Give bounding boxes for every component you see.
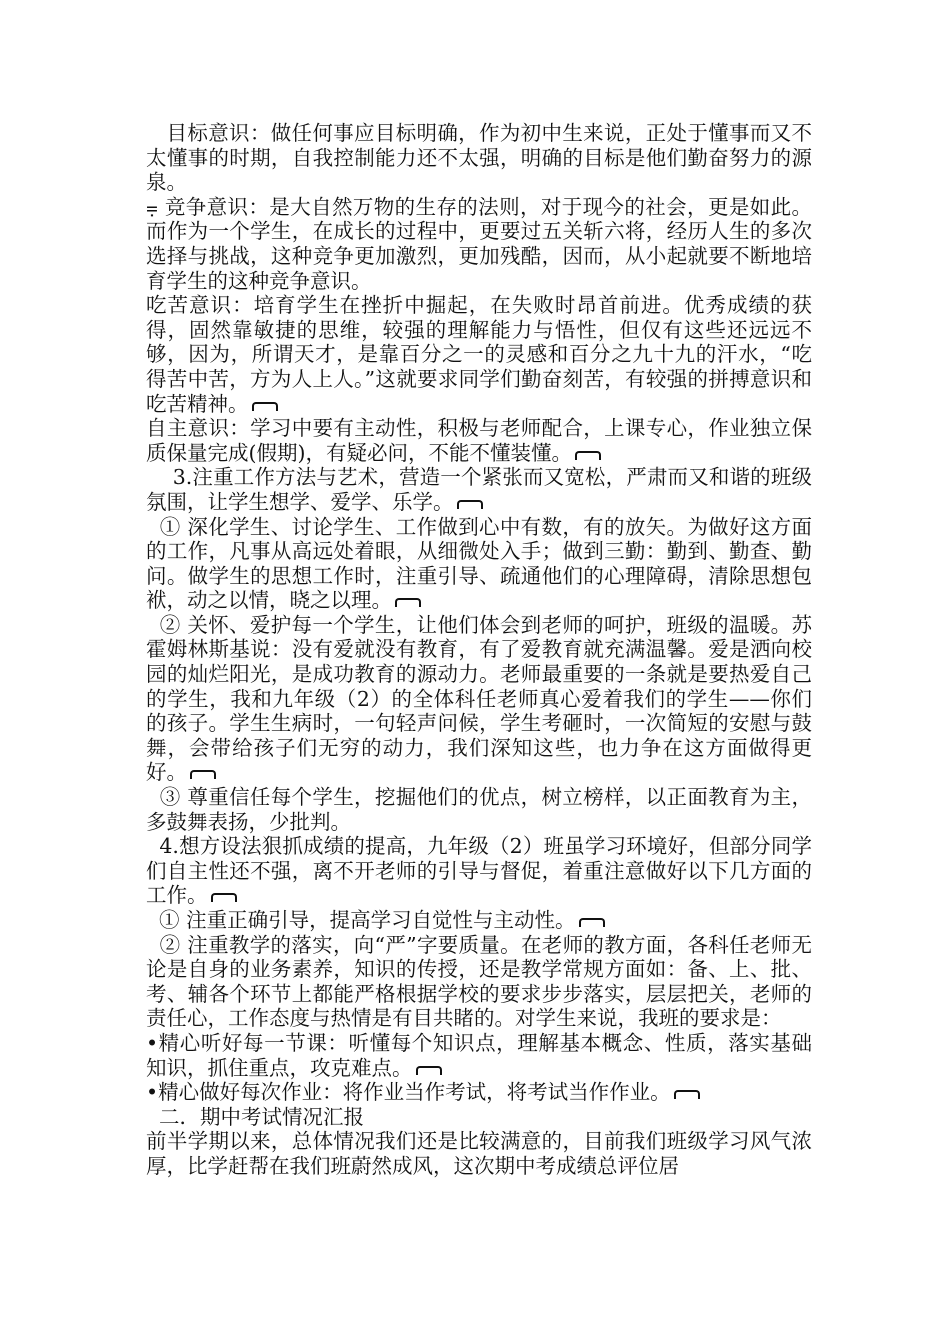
paragraph — [146, 613, 812, 785]
paragraph — [146, 465, 812, 514]
paragraph-mark-icon — [252, 402, 278, 411]
paragraph-text: •精心听好每一节课：听懂每个知识点，理解基本概念、性质，落实基础知识，抓住重点，攻克难点。 — [146, 1030, 812, 1080]
paragraph — [146, 293, 812, 416]
paragraph — [146, 1129, 812, 1178]
paragraph-mark-icon — [674, 1090, 700, 1099]
paragraph-mark-icon — [395, 598, 421, 607]
document-body — [146, 121, 812, 1179]
paragraph-mark-icon — [579, 918, 605, 927]
paragraph-text: 3.注重工作方法与艺术，营造一个紧张而又宽松，严肃而又和谐的班级氛围，让学生想学、爱学、乐学。 — [146, 465, 812, 514]
paragraph-text: 4.想方设法狠抓成绩的提高，九年级（2）班虽学习环境好，但部分同学们自主性还不强，离不开老师的引导与督促，着重注意做好以下几方面的工作。 — [146, 834, 812, 908]
paragraph — [146, 121, 812, 195]
paragraph-text: ② 关怀、爱护每一个学生，让他们体会到老师的呵护，班级的温暖。苏霍姆林斯基说：没有爱就没有教育，有了爱教育就充满温馨。爱是洒向校园的灿烂阳光，是成功教育的源动力。老师最重要的一条就是要热爱自己的学生，我和九年级（2）的全体科任老师真心爱着我们的学生——你们的孩子。学生生病时，一句轻声问候，学生考砸时，一次简短的安慰与鼓舞，会带给孩子们无穷的动力，我们深知这些，也力争在这方面做得更好。 — [146, 612, 812, 785]
paragraph — [146, 1080, 812, 1105]
paragraph-text: ① 深化学生、讨论学生、工作做到心中有数，有的放矢。为做好这方面的工作，凡事从高远处着眼，从细微处入手；做到三勤：勤到、勤查、勤问。做学生的思想工作时，注重引导、疏通他们的心理障碍，清除思想包袱，动之以情，晓之以理。 — [146, 514, 812, 613]
paragraph — [146, 515, 812, 613]
paragraph-text: ③ 尊重信任每个学生，挖掘他们的优点，树立榜样，以正面教育为主，多鼓舞表扬，少批判。 — [146, 785, 812, 834]
paragraph-mark-icon — [575, 451, 601, 460]
paragraph-text: 吃苦意识：培育学生在挫折中掘起，在失败时昂首前进。优秀成绩的获得，固然靠敏捷的思维，较强的理解能力与悟性，但仅有这些还远远不够，因为，所谓天才，是靠百分之一的灵感和百分之九十九的汗水，“吃得苦中苦，方为人上人。”这就要求同学们勤奋刻苦，有较强的拼搏意识和吃苦精神。 — [146, 293, 812, 416]
paragraph — [146, 195, 812, 293]
paragraph-mark-icon — [190, 770, 216, 779]
paragraph-text: •精心做好每次作业：将作业当作考试，将考试当作作业。 — [146, 1080, 671, 1105]
paragraph — [146, 933, 812, 1031]
paragraph-text: ② 注重教学的落实，向“严”字要质量。在老师的教方面，各科任老师无论是自身的业务素养，知识的传授，还是教学常规方面如：备、上、批、考、辅各个环节上都能严格根据学校的要求步步落实，层层把关，老师的责任心，工作态度与热情是有目共睹的。对学生来说，我班的要求是： — [146, 932, 812, 1031]
paragraph — [146, 834, 812, 908]
paragraph-text: 自主意识：学习中要有主动性，积极与老师配合，上课专心，作业独立保质保量完成(假期)，有疑必问，不能不懂装懂。 — [146, 416, 812, 465]
paragraph-text: 前半学期以来，总体情况我们还是比较满意的，目前我们班级学习风气浓厚，比学赶帮在我们班蔚然成风，这次期中考成绩总评位居 — [146, 1129, 812, 1178]
paragraph-mark-icon — [211, 893, 237, 902]
paragraph-mark-icon — [457, 500, 483, 509]
paragraph — [146, 416, 812, 465]
paragraph — [146, 1105, 812, 1130]
paragraph — [146, 908, 812, 933]
paragraph-text: 二．期中考试情况汇报 — [146, 1104, 365, 1129]
paragraph-text: ⩦ 竞争意识：是大自然万物的生存的法则，对于现今的社会，更是如此。而作为一个学生，在成长的过程中，更要过五关斩六将，经历人生的多次选择与挑战，这种竞争更加激烈，更加残酷，因而，从小起就要不断地培育学生的这种竞争意识。 — [146, 194, 812, 293]
paragraph-text: 目标意识：做任何事应目标明确，作为初中生来说，正处于懂事而又不太懂事的时期，自我控制能力还不太强，明确的目标是他们勤奋努力的源泉。 — [146, 121, 812, 195]
paragraph — [146, 785, 812, 834]
paragraph — [146, 1031, 812, 1080]
paragraph-text: ① 注重正确引导，提高学习自觉性与主动性。 — [146, 908, 576, 932]
paragraph-mark-icon — [416, 1066, 442, 1075]
